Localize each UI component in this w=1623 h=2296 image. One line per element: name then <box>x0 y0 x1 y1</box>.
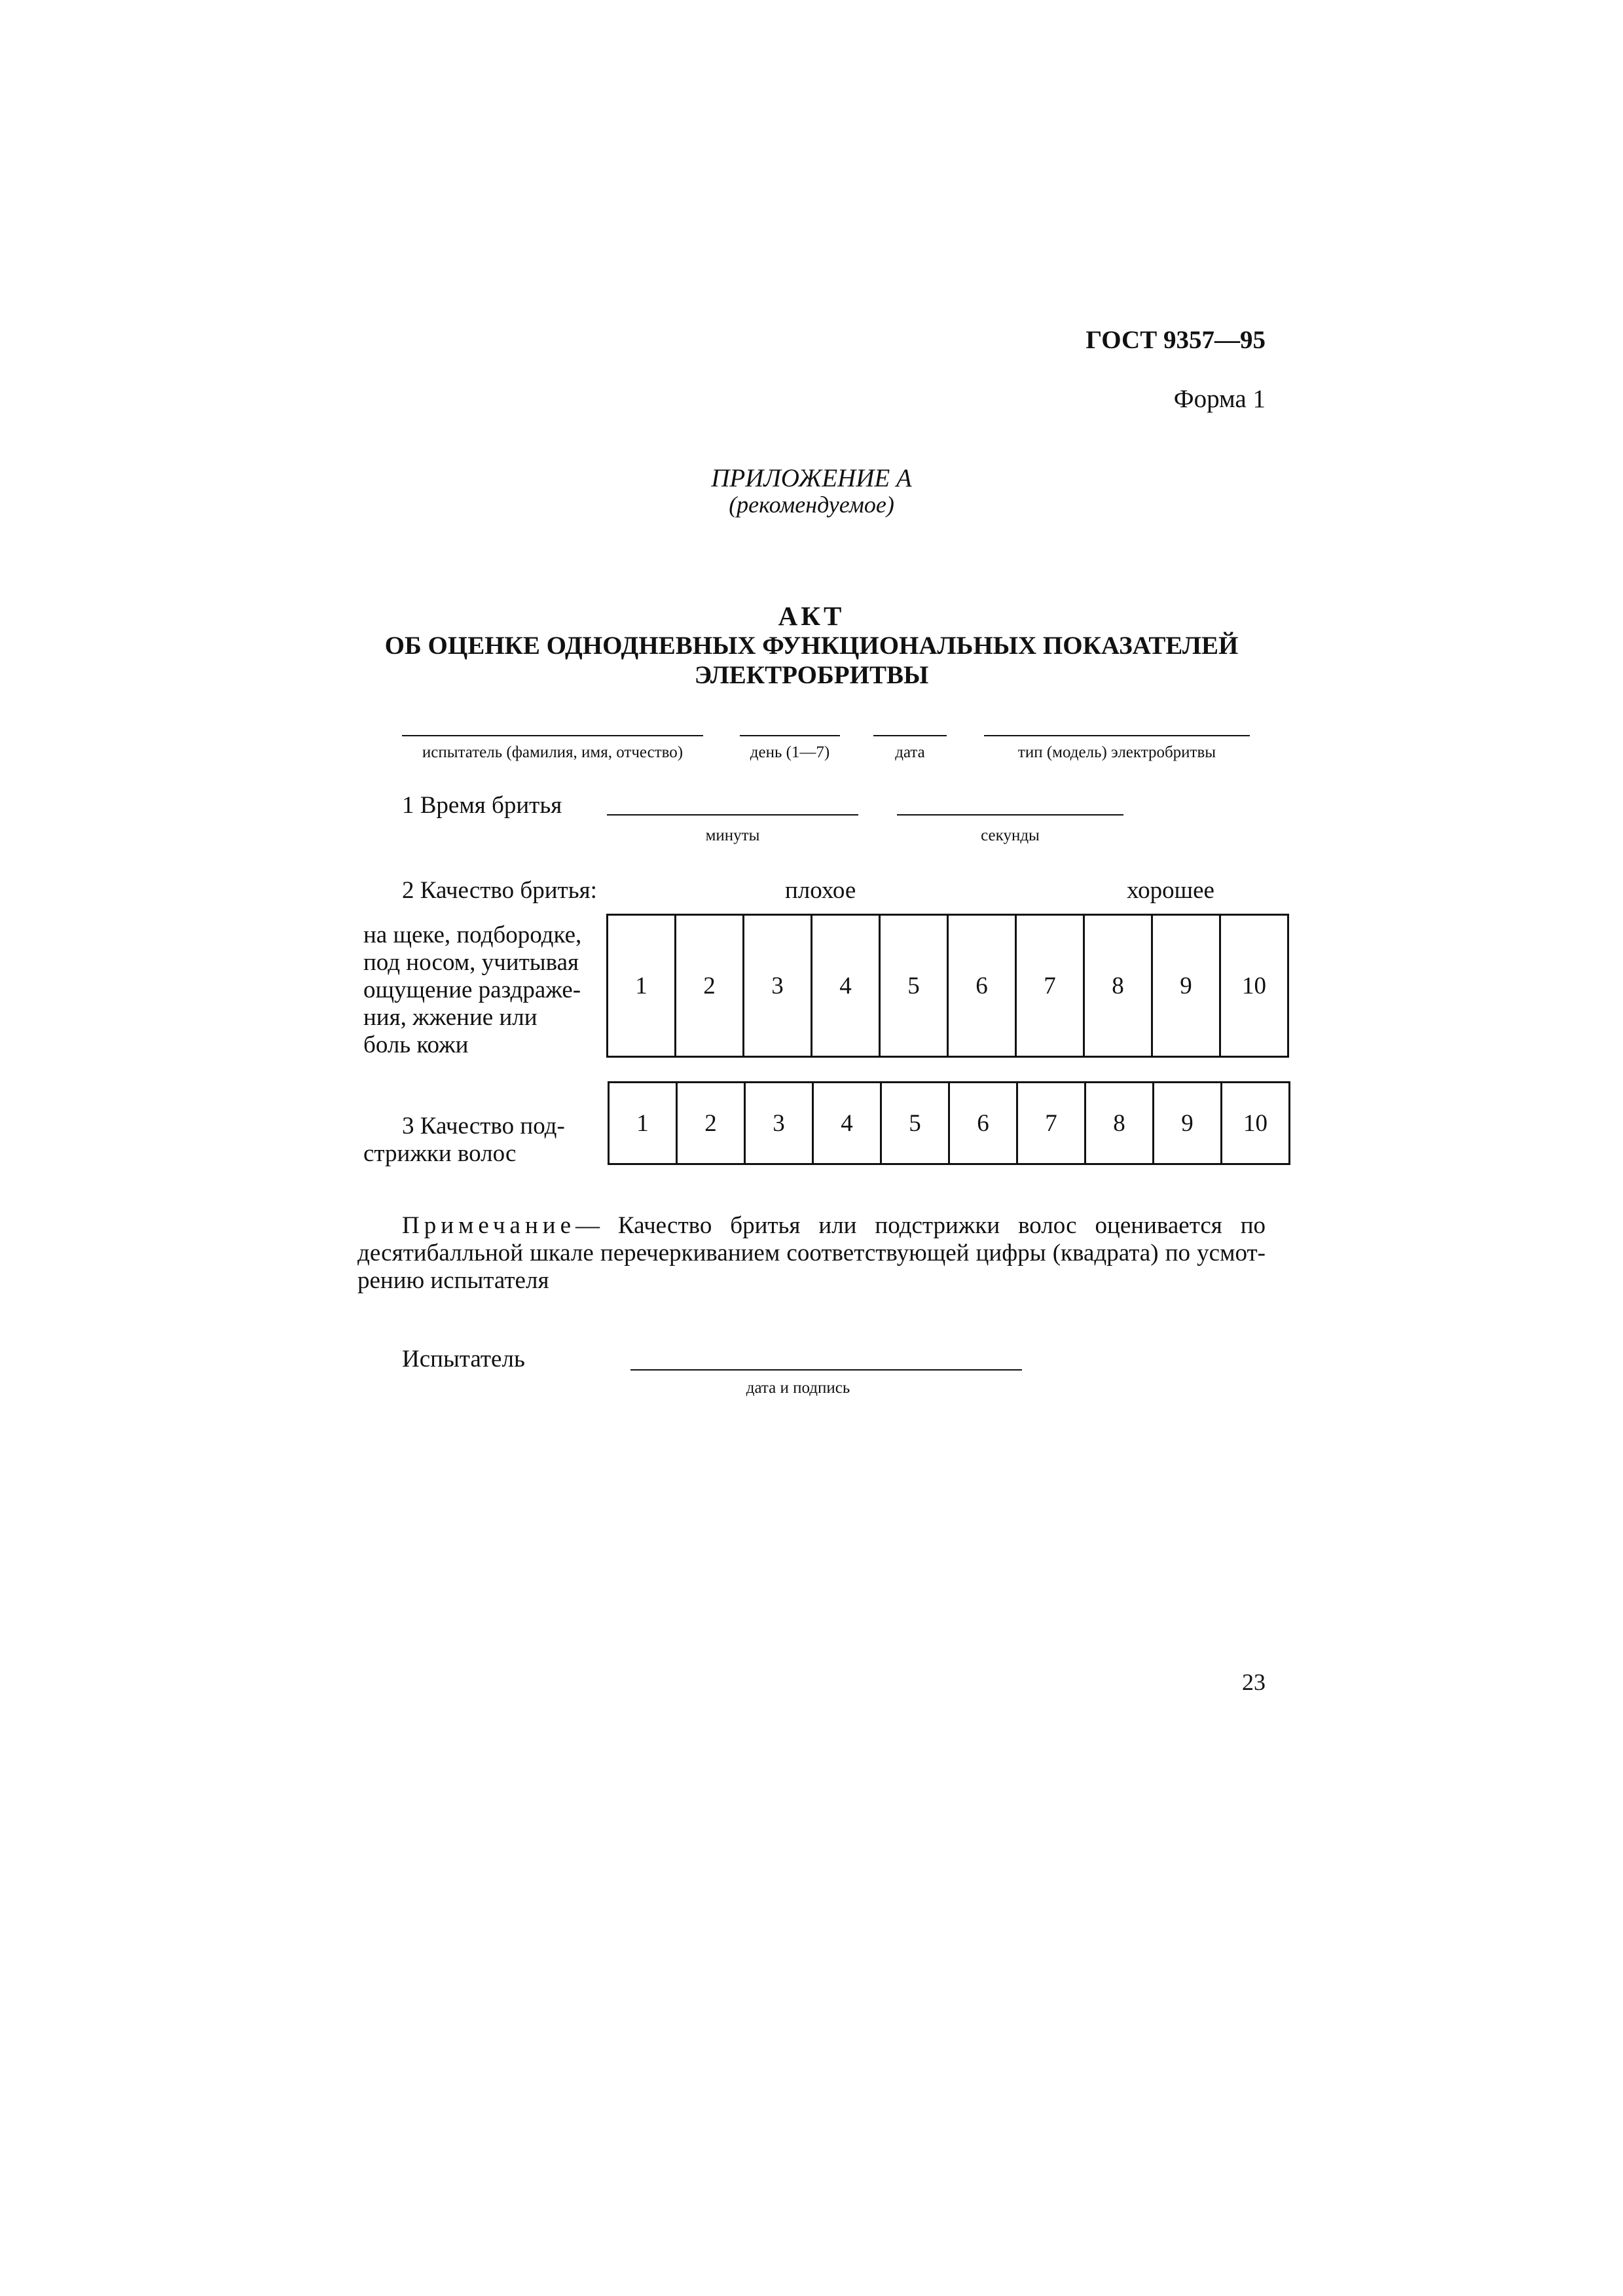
description-line: ния, жжение или <box>363 1004 538 1031</box>
score-cell[interactable]: 8 <box>1084 915 1152 1057</box>
haircut-label-line: стрижки волос <box>363 1140 517 1167</box>
model-field-line[interactable] <box>984 735 1250 736</box>
haircut-quality-scale <box>608 1081 1290 1165</box>
score-cell[interactable]: 9 <box>1152 915 1220 1057</box>
form-number: Форма 1 <box>1173 385 1266 413</box>
description-line: под носом, учитывая <box>363 949 579 976</box>
description-line: на щеке, подбородке, <box>363 922 582 948</box>
score-cell[interactable]: 3 <box>745 1083 813 1164</box>
seconds-field-line[interactable] <box>897 814 1123 816</box>
description-line: боль кожи <box>363 1031 469 1058</box>
seconds-caption: секунды <box>981 827 1040 844</box>
model-caption: тип (модель) электробритвы <box>1017 744 1216 761</box>
score-cell[interactable]: 6 <box>948 915 1016 1057</box>
score-cell[interactable]: 1 <box>609 1083 677 1164</box>
score-cell[interactable]: 6 <box>949 1083 1017 1164</box>
standard-number: ГОСТ 9357—95 <box>1085 326 1266 354</box>
signature-caption: дата и подпись <box>746 1379 850 1397</box>
minutes-caption: минуты <box>705 827 760 844</box>
page-number: 23 <box>1242 1669 1266 1695</box>
score-cell[interactable]: 5 <box>880 915 948 1057</box>
tester-field-line[interactable] <box>402 735 703 736</box>
score-cell[interactable]: 9 <box>1154 1083 1222 1164</box>
score-cell[interactable]: 10 <box>1220 915 1288 1057</box>
shaving-quality-scale <box>606 914 1289 1058</box>
note-line: рению испытателя <box>357 1267 549 1294</box>
score-cell[interactable]: 4 <box>812 915 880 1057</box>
quality-good-label: хорошее <box>1127 877 1214 904</box>
note-line: — Качество бритья или подстрижки волос оценивается по <box>575 1212 1266 1239</box>
note-block <box>357 1212 1266 1295</box>
description-line: ощущение раздраже- <box>363 977 581 1003</box>
signature-field-line[interactable] <box>630 1369 1022 1371</box>
date-field-line[interactable] <box>873 735 947 736</box>
tester-caption: испытатель (фамилия, имя, отчество) <box>422 744 684 761</box>
score-cell[interactable]: 7 <box>1017 1083 1085 1164</box>
score-cell[interactable]: 8 <box>1085 1083 1154 1164</box>
shaving-area-description <box>363 922 581 1059</box>
score-cell[interactable]: 3 <box>744 915 812 1057</box>
score-cell[interactable]: 2 <box>677 1083 745 1164</box>
score-cell[interactable]: 7 <box>1016 915 1084 1057</box>
day-field-line[interactable] <box>740 735 840 736</box>
haircut-quality-label <box>363 1113 565 1168</box>
note-prefix: Примечание <box>402 1212 575 1239</box>
day-caption: день (1—7) <box>750 744 830 761</box>
score-cell[interactable]: 10 <box>1222 1083 1290 1164</box>
date-caption: дата <box>895 744 925 761</box>
appendix-status: (рекомендуемое) <box>729 492 894 518</box>
minutes-field-line[interactable] <box>607 814 858 816</box>
quality-bad-label: плохое <box>785 877 856 904</box>
act-subtitle-line2: ЭЛЕКТРОБРИТВЫ <box>694 661 929 689</box>
act-title: АКТ <box>778 601 845 631</box>
act-subtitle-line1: ОБ ОЦЕНКЕ ОДНОДНЕВНЫХ ФУНКЦИОНАЛЬНЫХ ПОКАЗАТЕЛЕЙ <box>384 632 1239 660</box>
shaving-time-label: 1 Время бритья <box>402 792 562 819</box>
score-cell[interactable]: 1 <box>608 915 676 1057</box>
score-cell[interactable]: 2 <box>676 915 744 1057</box>
note-line: десятибалльной шкале перечеркиванием соответствующей цифры (квадрата) по усмот- <box>357 1240 1266 1266</box>
appendix-title: ПРИЛОЖЕНИЕ А <box>711 464 912 492</box>
score-cell[interactable]: 4 <box>813 1083 881 1164</box>
shaving-quality-label: 2 Качество бритья: <box>402 877 597 904</box>
haircut-label-line: 3 Качество под- <box>402 1113 565 1139</box>
tester-signature-label: Испытатель <box>402 1346 525 1372</box>
score-cell[interactable]: 5 <box>881 1083 949 1164</box>
